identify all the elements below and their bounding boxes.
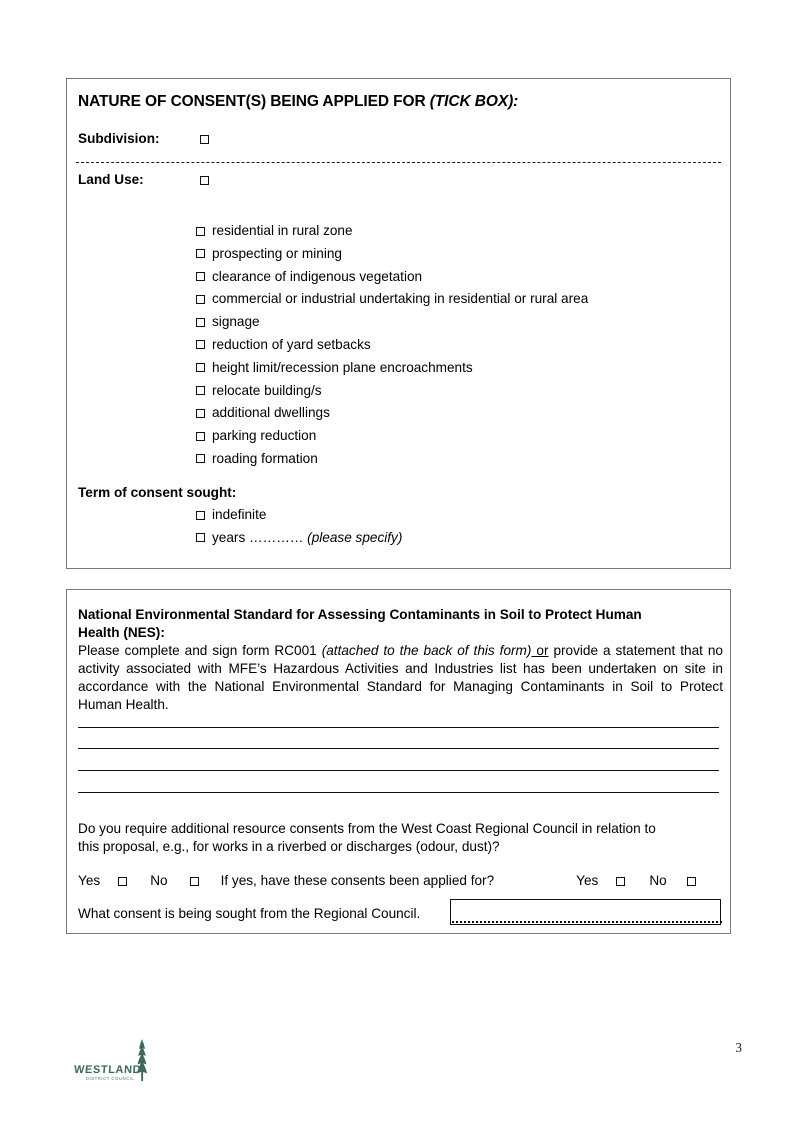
yes-checkbox-2[interactable]: [616, 877, 625, 886]
list-item[interactable]: [196, 448, 588, 471]
no-checkbox-2[interactable]: [687, 877, 696, 886]
answer-rule-line[interactable]: [78, 748, 719, 749]
option-checkbox[interactable]: [196, 249, 205, 258]
option-checkbox[interactable]: [196, 511, 205, 520]
option-label: roading formation: [212, 450, 318, 466]
no-checkbox-1[interactable]: [190, 877, 199, 886]
nes-heading-line1: National Environmental Standard for Assessing Contaminants in Soil to Protect Human: [78, 607, 642, 622]
nes-body-text: [78, 642, 723, 714]
nes-body-part2: provide a statement that no activity associated with MFE’s Hazardous Activities and Industries list has been undertaken on site in accordance with the National Environmental Standard for Managing Contaminants in Soil to Protect Human Health.: [78, 643, 723, 713]
page-title: [78, 93, 518, 111]
option-label: indefinite: [212, 507, 267, 522]
option-checkbox[interactable]: [196, 295, 205, 304]
land-use-checkbox[interactable]: [200, 176, 209, 185]
regional-council-question-line2: this proposal, e.g., for works in a riverbed or discharges (odour, dust)?: [78, 839, 500, 854]
page-number: 3: [735, 1040, 742, 1055]
final-question-label: What consent is being sought from the Regional Council.: [78, 906, 421, 921]
option-checkbox[interactable]: [196, 409, 205, 418]
land-use-label: Land Use:: [78, 172, 144, 187]
option-label: residential in rural zone: [212, 223, 353, 238]
nes-body-italic: (attached to the back of this form): [321, 643, 532, 658]
followup-question: If yes, have these consents been applied for?: [220, 873, 495, 888]
option-checkbox[interactable]: [196, 363, 205, 372]
term-of-consent-options: [196, 504, 402, 550]
land-use-option-list: [196, 220, 588, 471]
term-of-consent-label: Term of consent sought:: [78, 485, 237, 500]
option-label: years …………: [212, 529, 308, 545]
page-title-italic: (TICK BOX):: [429, 93, 519, 110]
option-checkbox[interactable]: [196, 340, 205, 349]
option-label: clearance of indigenous vegetation: [212, 268, 423, 284]
option-label: commercial or industrial undertaking in residential or rural area: [212, 291, 589, 307]
list-item[interactable]: [196, 425, 588, 448]
option-label: relocate building/s: [212, 382, 322, 398]
list-item[interactable]: [196, 357, 588, 380]
logo-subtitle: DISTRICT COUNCIL: [86, 1076, 135, 1081]
list-item[interactable]: [196, 220, 588, 243]
option-label: additional dwellings: [212, 405, 330, 421]
regional-council-question-line1: Do you require additional resource consents from the West Coast Regional Council in relation to: [78, 821, 656, 836]
logo-wordmark: WESTLAND: [73, 1064, 142, 1076]
option-label: signage: [212, 314, 260, 330]
option-label: height limit/recession plane encroachments: [212, 359, 473, 375]
yes-label-2: Yes: [576, 873, 599, 888]
answer-rule-line[interactable]: [78, 792, 719, 793]
answer-rule-line[interactable]: [78, 770, 719, 771]
option-label: prospecting or mining: [212, 245, 342, 261]
section-divider: [76, 162, 721, 163]
westland-district-council-logo: [74, 1040, 158, 1086]
no-label-1: No: [150, 873, 168, 888]
subdivision-label: Subdivision:: [78, 131, 160, 146]
option-checkbox[interactable]: [196, 318, 205, 327]
no-label-2: No: [649, 873, 667, 888]
option-note: (please specify): [307, 529, 403, 545]
list-item[interactable]: [196, 334, 588, 357]
page-title-main: NATURE OF CONSENT(S) BEING APPLIED FOR: [78, 93, 430, 110]
option-checkbox[interactable]: [196, 454, 205, 463]
yes-checkbox-1[interactable]: [118, 877, 127, 886]
consent-sought-dotted-line: [452, 921, 722, 923]
list-item[interactable]: [196, 288, 588, 311]
nes-heading-line2: Health (NES):: [78, 625, 165, 640]
list-item[interactable]: [196, 504, 402, 527]
answer-rule-line[interactable]: [78, 727, 719, 728]
yes-label-1: Yes: [78, 873, 101, 888]
subdivision-checkbox[interactable]: [200, 135, 209, 144]
option-checkbox[interactable]: [196, 533, 205, 542]
option-checkbox[interactable]: [196, 386, 205, 395]
list-item[interactable]: [196, 243, 588, 266]
yes-no-answer-row: [78, 873, 696, 888]
nes-body-part1: Please complete and sign form RC001: [78, 643, 322, 658]
option-label: reduction of yard setbacks: [212, 336, 371, 352]
list-item[interactable]: [196, 311, 588, 334]
list-item[interactable]: [196, 527, 402, 550]
option-checkbox[interactable]: [196, 432, 205, 441]
option-checkbox[interactable]: [196, 227, 205, 236]
list-item[interactable]: [196, 402, 588, 425]
option-checkbox[interactable]: [196, 272, 205, 281]
list-item[interactable]: [196, 380, 588, 403]
nes-body-or: or: [531, 643, 549, 658]
option-label: parking reduction: [212, 428, 317, 444]
list-item[interactable]: [196, 266, 588, 289]
